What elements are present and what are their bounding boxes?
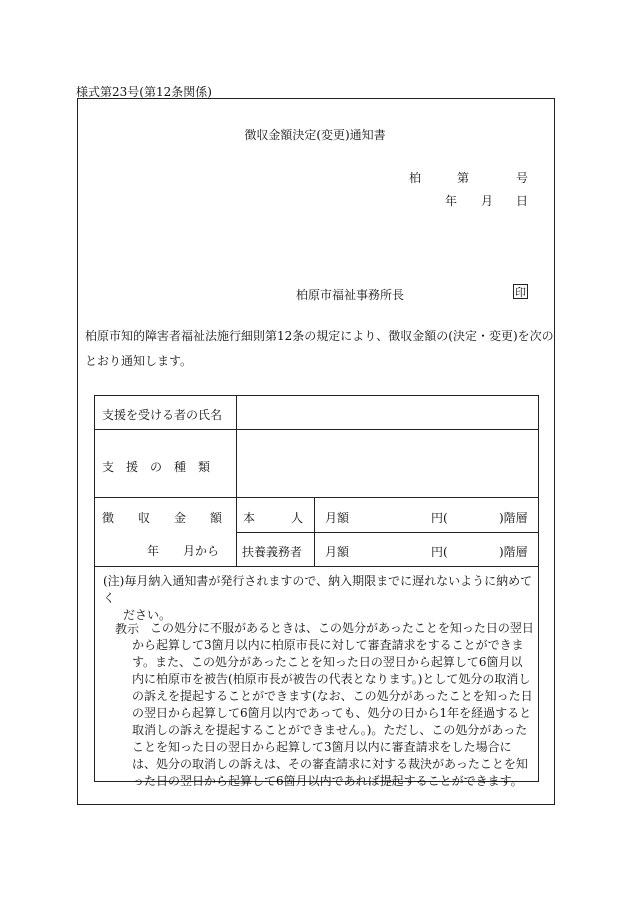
payment-note [103,573,535,624]
issuer-name: 柏原市福祉事務所長 [296,288,405,302]
row-divider-1 [95,429,538,430]
date-year: 年 [445,194,458,208]
from-month-label: 年 月から [147,544,220,558]
honnin-kaiso-label: )階層 [499,511,528,525]
info-table [94,395,539,567]
support-type-label: 支 援 の 種 類 [102,460,211,474]
document-title: 徴収金額決定(変更)通知書 [244,128,386,142]
col-divider-2 [314,497,315,566]
recipient-name-label: 支援を受ける者の氏名 [102,408,223,422]
row-divider-2 [95,497,538,498]
col-divider-1 [236,396,237,566]
fuyo-label: 扶養義務者 [242,545,303,559]
ref-dai: 第 [457,171,470,185]
honnin-monthly-label: 月額 [325,511,350,525]
fuyo-monthly-label: 月額 [325,545,350,559]
ref-city: 柏 [409,171,422,185]
honnin-label: 本 人 [243,511,304,525]
ref-go: 号 [516,171,529,185]
row-divider-3 [236,532,538,533]
kyoji-text: この処分に不服があるときは、この処分があったことを知った日の翌日から起算して3箇月以内に柏原市長に対して審査請求をすることができます。また、この処分があったことを知った日の翌日から起算して6箇月以内に柏原市を被告(柏原市長が被告の代表となります。)として処分の取消しの訴えを提起することができます(なお、この処分があったことを知った日の翌日から起算して6箇月以内であっても、処分の日から1年を経過すると取消しの訴えを提起することができません。)。ただし、この処分があったことを知った日の翌日から起算して3箇月以内に審査請求をした場合には、処分の取消しの訴えは、その審査請求に対する裁決があったことを知った日の翌日から起算して6箇月以内であれば提起することができます。 [132,621,534,788]
payment-note-line2: ださい。 [123,608,172,622]
date-day: 日 [516,194,529,208]
date-month: 月 [481,194,494,208]
kyoji-label: 教示 [115,622,140,636]
honnin-yen-label: 円( [431,511,448,525]
body-text: 柏原市知的障害者福祉法施行細則第12条の規定により、徴収金額の(決定・変更)を次のとおり通知します。 [85,329,554,368]
form-number-label: 様式第23号(第12条関係) [76,85,212,99]
fuyo-yen-label: 円( [431,545,448,559]
amount-label: 徴 収 金 額 [102,511,223,525]
fuyo-kaiso-label: )階層 [499,545,528,559]
payment-note-line1: (注)毎月納入通知書が発行されますので、納入期限までに遅れないように納めてく [103,574,533,605]
seal-mark: 印 [515,286,526,299]
